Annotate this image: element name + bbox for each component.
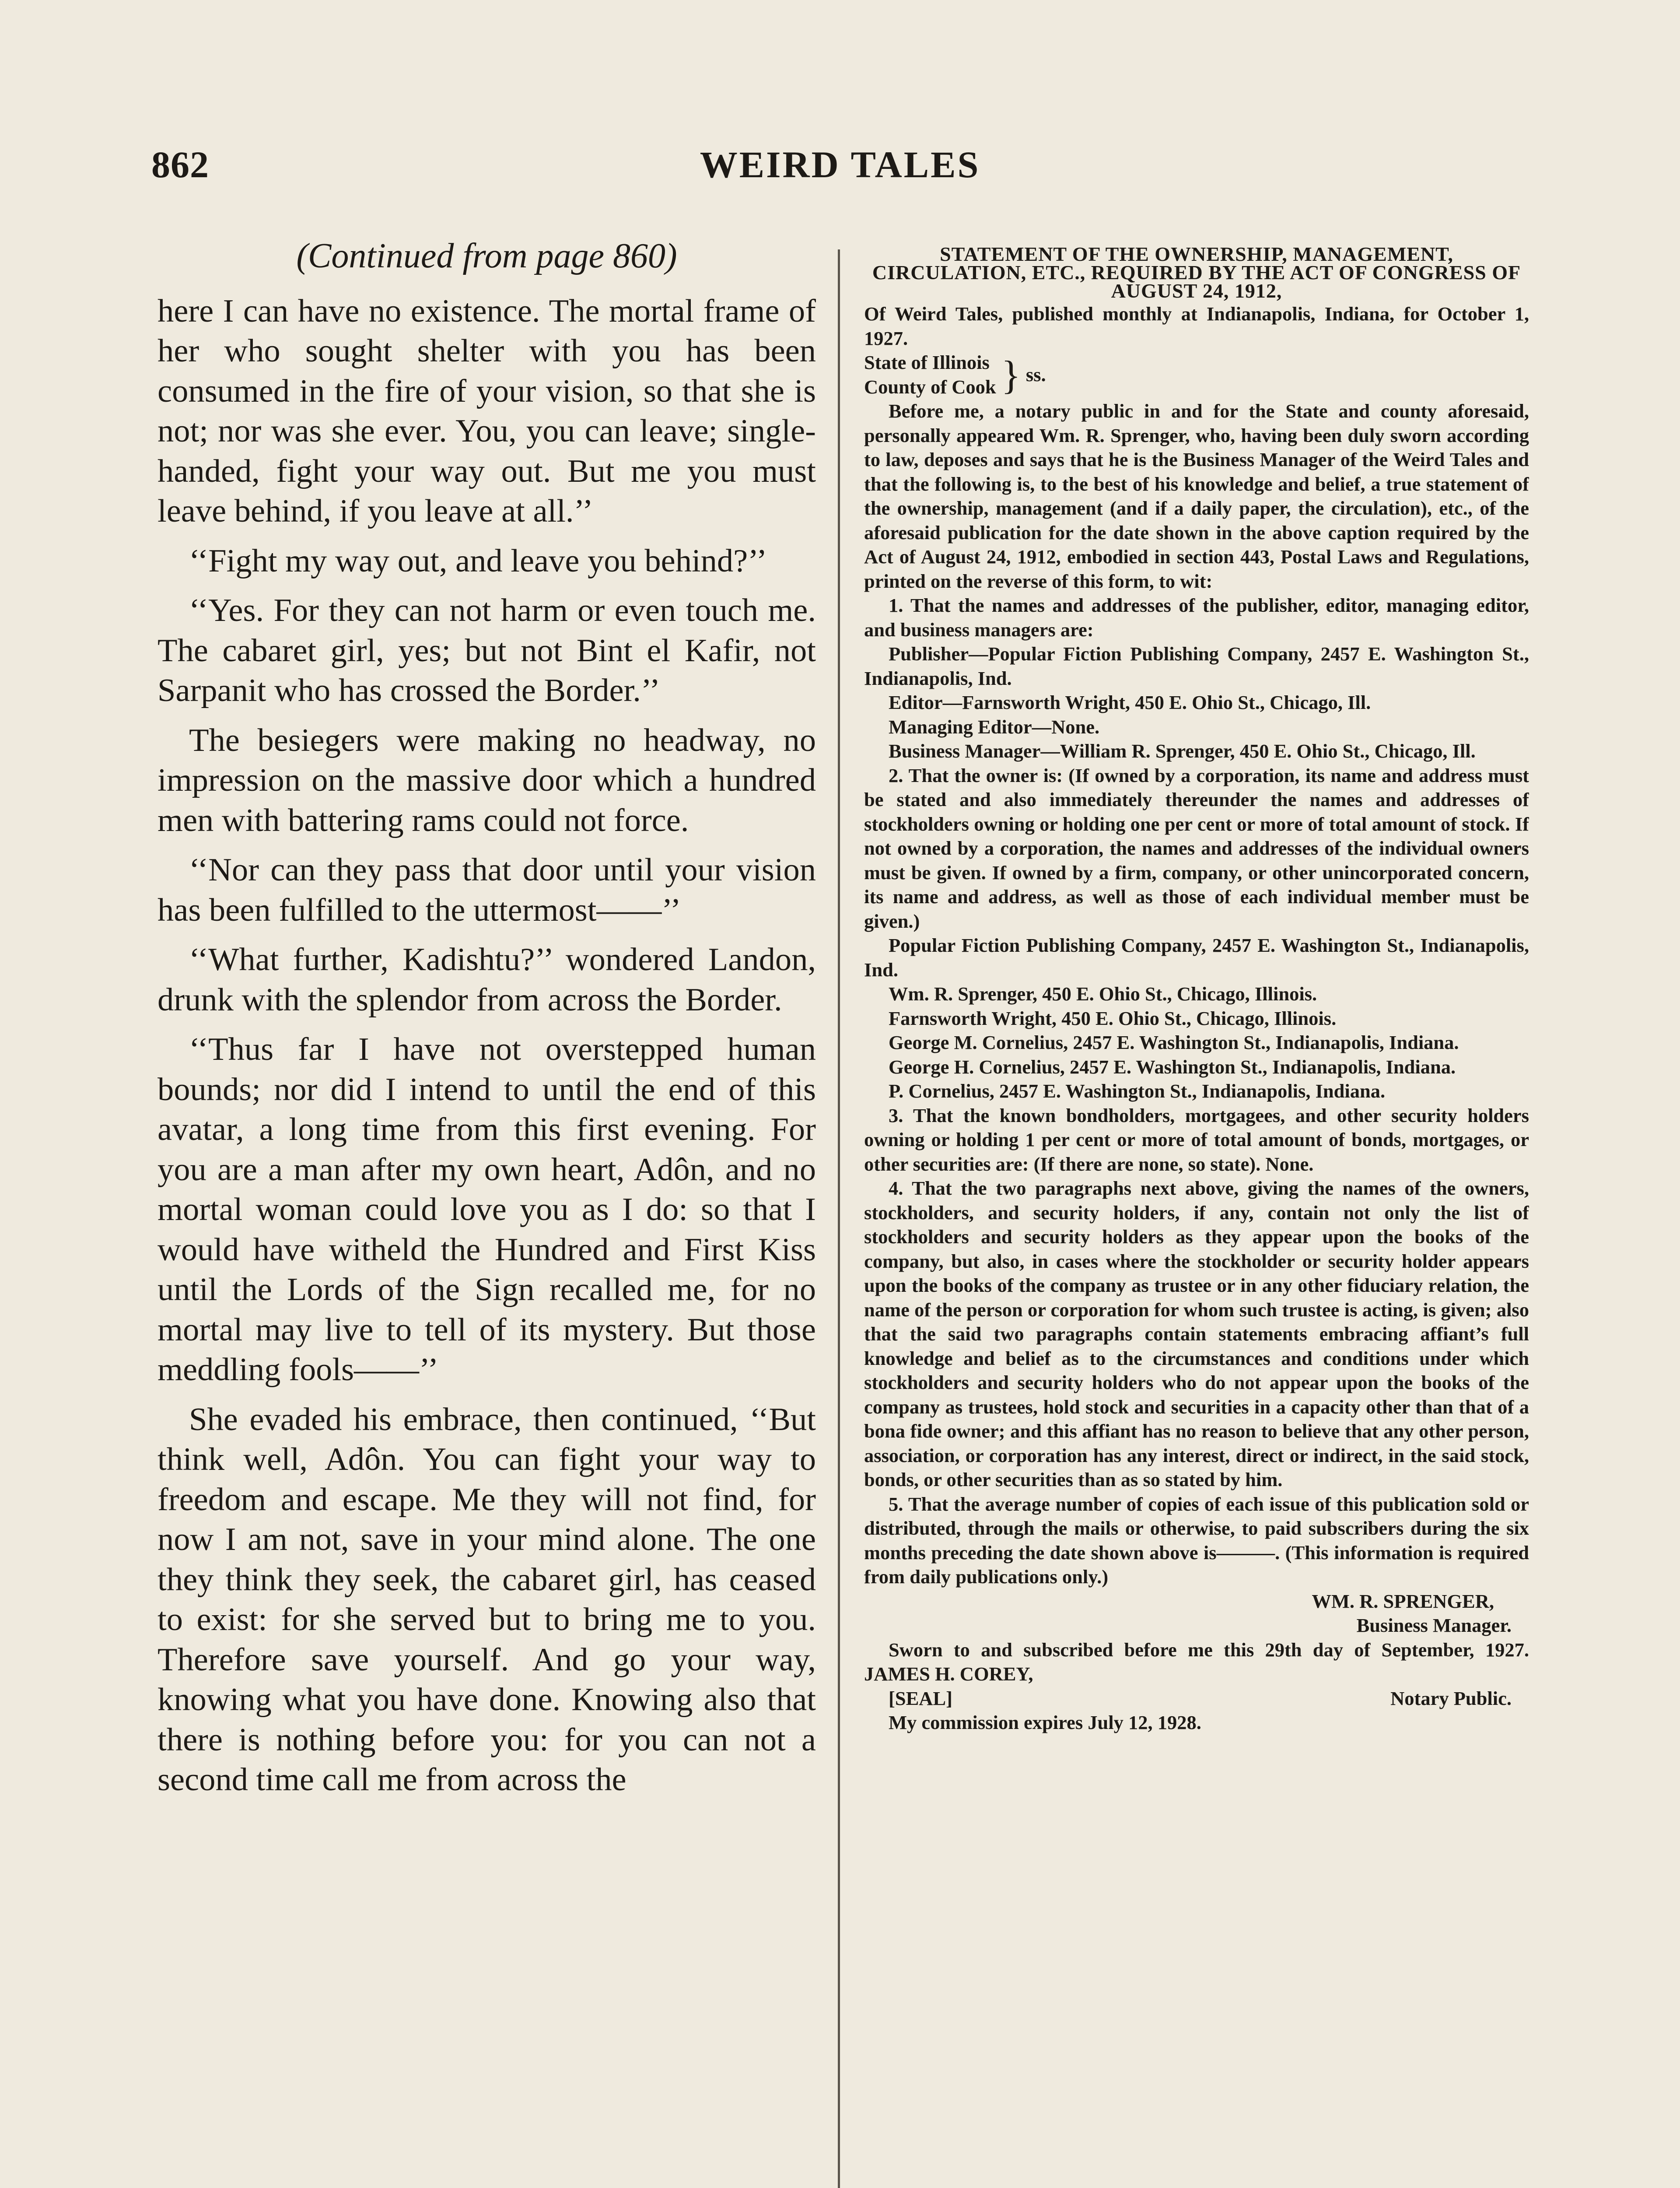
seal-row — [864, 1687, 1529, 1711]
story-paragraph: here I can have no existence. The mortal frame of her who sought shelter with you has been consumed in the fire of your vision, so that she is not; nor was she ever. You, you can leave; single-handed, fight your way out. But me you must leave behind, if you leave at all.’’ — [158, 293, 816, 529]
ownership-statement — [864, 245, 1529, 2188]
statement-paragraph: Business Manager—William R. Sprenger, 450 E. Ohio St., Chicago, Ill. — [889, 740, 1476, 762]
running-title: WEIRD TALES — [700, 144, 980, 186]
page-number: 862 — [151, 144, 209, 186]
statement-paragraph: 1. That the names and addresses of the publisher, editor, managing editor, and business managers are: — [864, 594, 1529, 641]
signer-title: Business Manager. — [1356, 1614, 1512, 1636]
seal-label: [SEAL] — [889, 1687, 952, 1709]
statement-paragraph: Wm. R. Sprenger, 450 E. Ohio St., Chicago, Illinois. — [889, 983, 1317, 1005]
statement-paragraph: Editor—Farnsworth Wright, 450 E. Ohio St., Chicago, Ill. — [889, 691, 1371, 713]
statement-paragraph: Farnsworth Wright, 450 E. Ohio St., Chicago, Illinois. — [889, 1007, 1337, 1029]
brace-glyph: } — [1001, 352, 1021, 397]
story-paragraph: The besiegers were making no headway, no impression on the massive door which a hundred men with battering rams could not force. — [158, 722, 816, 838]
sworn-line — [864, 1638, 1529, 1687]
story-paragraph: She evaded his embrace, then continued, ‘‘But think well, Adôn. You can fight your way to freedom and escape. Me they will not find, for now I am not, save in your mind alone. The one they think they seek, the cabaret girl, has ceased to exist: for she served but to bring me to you. Therefore save yourself. And go your way, knowing what you have done. Knowing also that there is nothing before you: for you can not a second time call me from across the — [158, 1401, 816, 1798]
statement-paragraph: 5. That the average number of copies of each issue of this publication sold or distributed, through the mails or otherwise, to paid subscribers during the six months preceding the date shown above is———. (This information is required from daily publications only.) — [864, 1493, 1529, 1588]
statement-paragraph: Before me, a notary public in and for the State and county aforesaid, personally appeared Wm. R. Sprenger, who, having been duly sworn according to law, deposes and says that he is the Business Manager of the Weird Tales and that the following is, to the best of his knowledge and belief, a true statement of the ownership, management (and if a daily paper, the circulation), etc., of the aforesaid publication for the date shown in the above caption required by the Act of August 24, 1912, embodied in section 443, Postal Laws and Regulations, printed on the reverse of this form, to wit: — [864, 400, 1529, 592]
venue-ss: ss. — [1026, 363, 1046, 386]
commission-line: My commission expires July 12, 1928. — [889, 1711, 1201, 1733]
statement-paragraph: 3. That the known bondholders, mortgagees, and other security holders owning or holding 1 per cent or more of total amount of bonds, mortgages, or other securities are: (If there are none, so state). None. — [864, 1104, 1529, 1175]
statement-intro: Of Weird Tales, published monthly at Indianapolis, Indiana, for October 1, 1927. — [864, 303, 1529, 349]
signer-name: WM. R. SPRENGER, — [1312, 1590, 1494, 1612]
statement-paragraph: George M. Cornelius, 2457 E. Washington St., Indianapolis, Indiana. — [889, 1031, 1459, 1053]
story-paragraph: ‘‘Fight my way out, and leave you behind?’’ — [189, 543, 767, 579]
statement-paragraph: George H. Cornelius, 2457 E. Washington St., Indianapolis, Indiana. — [889, 1055, 1456, 1078]
column-divider — [838, 249, 840, 2188]
notary-title: Notary Public. — [1390, 1687, 1512, 1709]
notary-name: JAMES H. COREY, — [864, 1663, 1033, 1685]
statement-paragraph: 2. That the owner is: (If owned by a corporation, its name and address must be stated and also immediately thereunder the names and addresses of stockholders owning or holding one per cent or more of total amount of stock. If not owned by a corporation, the names and addresses of the individual owners must be given. If owned by a firm, company, or other unincorporated concern, its name and address, as well as those of each individual member must be given.) — [864, 764, 1529, 932]
story-column — [158, 236, 816, 2188]
continued-note: (Continued from page 860) — [296, 237, 677, 275]
venue-county: County of Cook — [864, 375, 996, 398]
statement-heading: STATEMENT OF THE OWNERSHIP, MANAGEMENT, CIRCULATION, ETC., REQUIRED BY THE ACT OF CONGRESS OF AUGUST 24, 1912, — [872, 245, 1521, 302]
story-paragraph: ‘‘What further, Kadishtu?’’ wondered Landon, drunk with the splendor from across the Border. — [158, 942, 816, 1018]
statement-paragraph: P. Cornelius, 2457 E. Washington St., Indianapolis, Indiana. — [889, 1080, 1386, 1102]
statement-paragraph: Publisher—Popular Fiction Publishing Company, 2457 E. Washington St., Indianapolis, Ind. — [864, 643, 1529, 689]
statement-paragraph: Popular Fiction Publishing Company, 2457 E. Washington St., Indianapolis, Ind. — [864, 934, 1529, 981]
story-paragraph: ‘‘Thus far I have not overstepped human bounds; nor did I intend to until the end of this avatar, a long time from this first evening. For you are a man after my own heart, Adôn, and no mortal woman could love you as I do: so that I would have witheld the Hundred and First Kiss until the Lords of the Sign recalled me, for no mortal may live to tell of its mystery. But those meddling fools——’’ — [158, 1031, 816, 1388]
story-paragraph: ‘‘Yes. For they can not harm or even touch me. The cabaret girl, yes; but not Bint el Kafir, not Sarpanit who has crossed the Border.’’ — [158, 593, 816, 708]
venue-block — [864, 351, 1529, 399]
venue-state: State of Illinois — [864, 351, 990, 373]
sworn-text: Sworn to and subscribed before me this 29th day of September, 1927. — [889, 1638, 1529, 1661]
statement-paragraph: 4. That the two paragraphs next above, giving the names of the owners, stockholders, and security holders, if any, contain not only the list of stockholders and security holders as they appear upon the books of the company, but also, in cases where the stockholder or security holder appears upon the books of the company as trustee or in any other fiduciary relation, the name of the person or corporation for whom such trustee is acting, is given; also that the said two paragraphs contain statements embracing affiant’s full knowledge and belief as to the circumstances and conditions under which stockholders and security holders who do not appear upon the books of the company as trustees, hold stock and securities in a capacity other than that of a bona fide owner; and this affiant has no reason to believe that any other person, association, or corporation has any interest, direct or indirect, in the said stock, bonds, or other securities than as so stated by him. — [864, 1177, 1529, 1490]
story-paragraph: ‘‘Nor can they pass that door until your vision has been fulfilled to the uttermost——’’ — [158, 852, 816, 928]
statement-paragraph: Managing Editor—None. — [889, 715, 1100, 738]
